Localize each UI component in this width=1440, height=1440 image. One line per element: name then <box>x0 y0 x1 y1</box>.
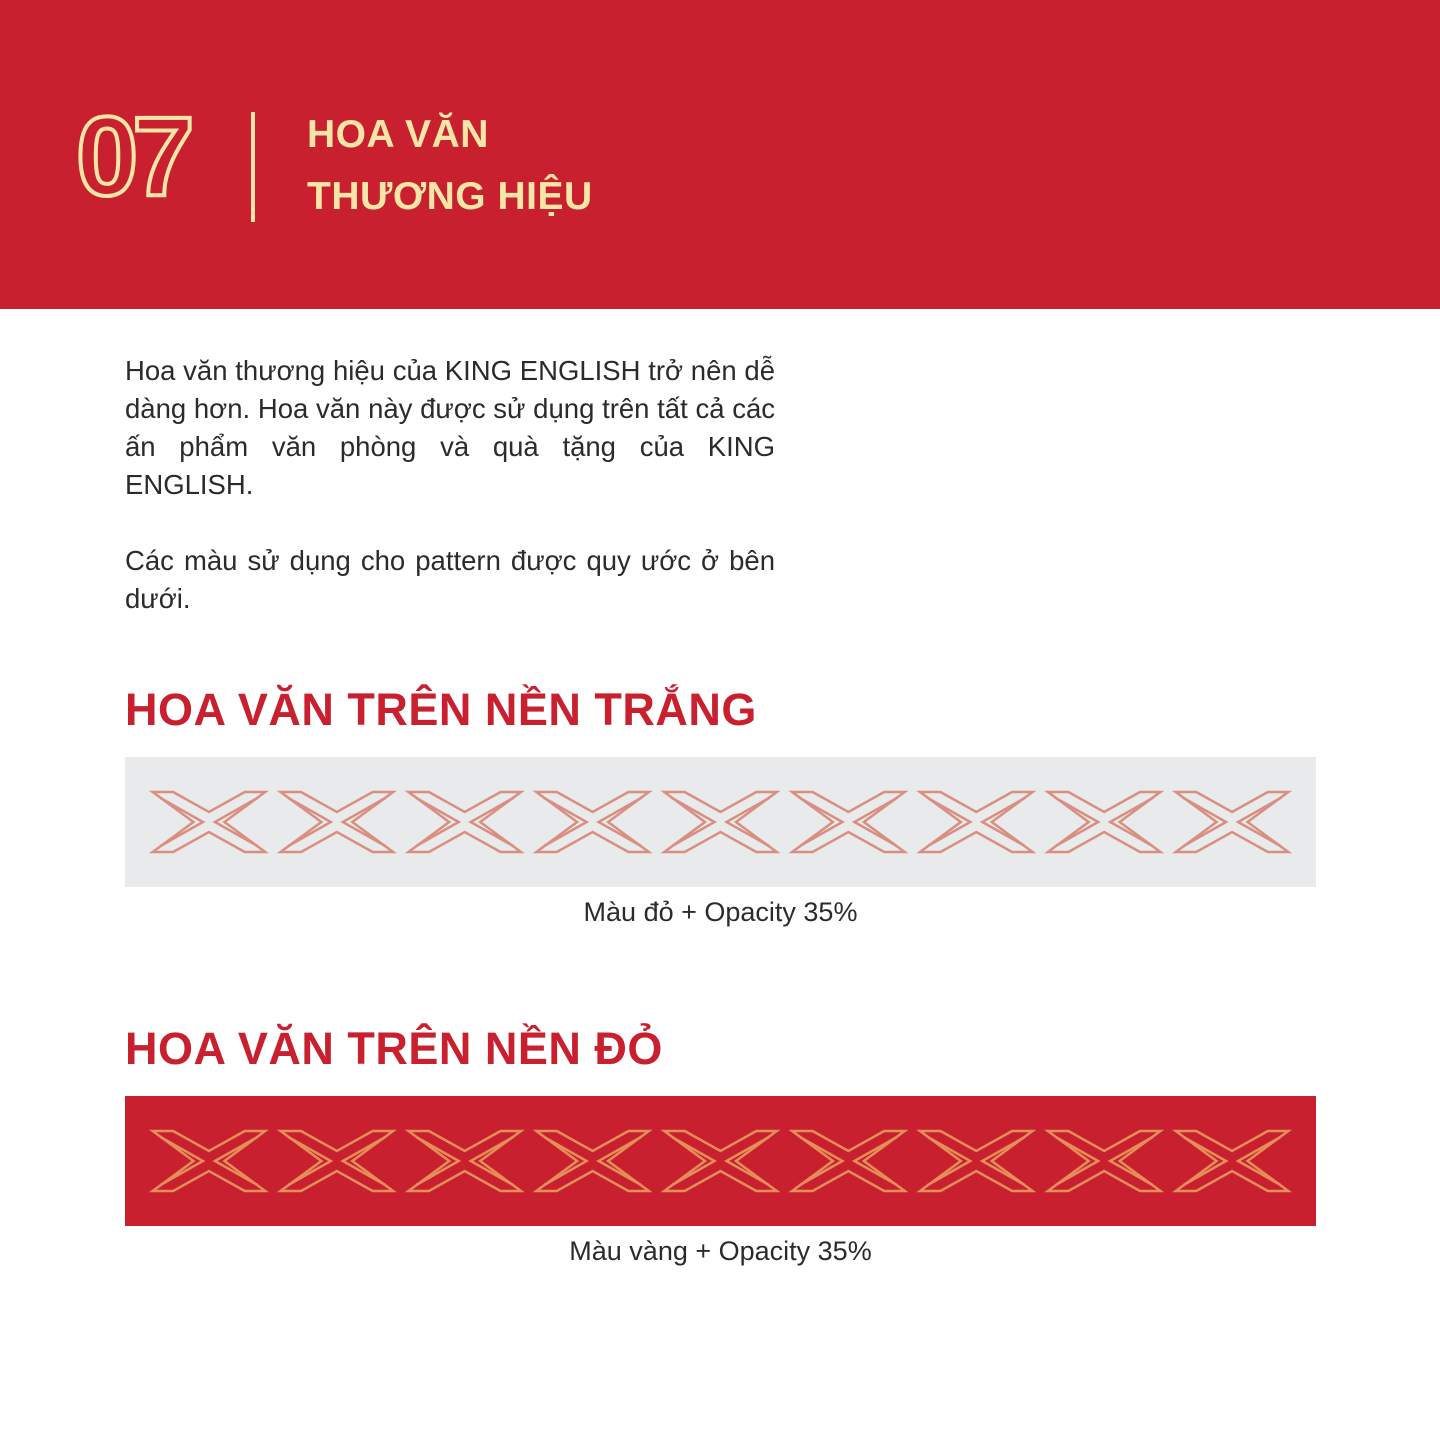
pattern-white-motif <box>408 792 521 852</box>
pattern-white-motif-stroke <box>792 792 905 852</box>
pattern-red-motif <box>1176 1131 1289 1191</box>
pattern-white-motif <box>664 792 777 852</box>
pattern-white-motif <box>153 792 266 852</box>
pattern-white-motif-stroke <box>1048 792 1161 852</box>
pattern-white-motif-stroke <box>664 792 777 852</box>
intro-text <box>125 352 775 618</box>
pattern-white-motif-stroke <box>281 792 394 852</box>
pattern-red-svg <box>125 1096 1316 1226</box>
pattern-white-motif <box>1176 792 1289 852</box>
pattern-red-motif-stroke <box>536 1131 649 1191</box>
pattern-red-caption: Màu vàng + Opacity 35% <box>569 1236 872 1266</box>
pattern-red-motif-stroke <box>664 1131 777 1191</box>
pattern-red-motif <box>1048 1131 1161 1191</box>
pattern-red-band <box>125 1096 1316 1226</box>
pattern-white-band <box>125 757 1316 887</box>
pattern-red-motif-stroke <box>408 1131 521 1191</box>
pattern-red-motif-stroke <box>920 1131 1033 1191</box>
pattern-red-motif-stroke <box>281 1131 394 1191</box>
pattern-white-motif <box>536 792 649 852</box>
pattern-red-motif <box>281 1131 394 1191</box>
pattern-red-motif <box>664 1131 777 1191</box>
page-title <box>307 104 593 228</box>
pattern-red-motif-stroke <box>792 1131 905 1191</box>
pattern-white-motif-stroke <box>1176 792 1289 852</box>
page-title-line2: THƯƠNG HIỆU <box>307 175 593 218</box>
pattern-white-motif <box>920 792 1033 852</box>
page-title-line1: HOA VĂN <box>307 113 489 156</box>
pattern-white-motif <box>281 792 394 852</box>
pattern-white-svg <box>125 757 1316 887</box>
pattern-white-motif <box>1048 792 1161 852</box>
intro-paragraph-2: Các màu sử dụng cho pattern được quy ước ở bên dưới. <box>125 545 775 614</box>
pattern-white-motif-stroke <box>536 792 649 852</box>
section-number-text: 07 <box>76 94 189 212</box>
pattern-white-motif-stroke <box>153 792 266 852</box>
pattern-red-motif-stroke <box>153 1131 266 1191</box>
header-divider <box>251 112 255 222</box>
header-banner <box>0 0 1440 309</box>
pattern-white-heading: HOA VĂN TRÊN NỀN TRẮNG <box>125 684 757 735</box>
section-number <box>74 92 224 212</box>
pattern-red-motif-stroke <box>1048 1131 1161 1191</box>
pattern-red-motif-stroke <box>1176 1131 1289 1191</box>
pattern-red-motif <box>792 1131 905 1191</box>
pattern-red-motif <box>920 1131 1033 1191</box>
pattern-white-caption: Màu đỏ + Opacity 35% <box>583 897 858 927</box>
pattern-white-motif-stroke <box>920 792 1033 852</box>
pattern-red-motif <box>153 1131 266 1191</box>
pattern-red-motif <box>408 1131 521 1191</box>
pattern-red-motif <box>536 1131 649 1191</box>
intro-paragraph-1: Hoa văn thương hiệu của KING ENGLISH trở nên dễ dàng hơn. Hoa văn này được sử dụng trên tất cả các ấn phẩm văn phòng và quà tặng của KING ENGLISH. <box>125 355 775 500</box>
pattern-red-heading: HOA VĂN TRÊN NỀN ĐỎ <box>125 1023 663 1074</box>
pattern-white-motif <box>792 792 905 852</box>
pattern-white-motif-stroke <box>408 792 521 852</box>
